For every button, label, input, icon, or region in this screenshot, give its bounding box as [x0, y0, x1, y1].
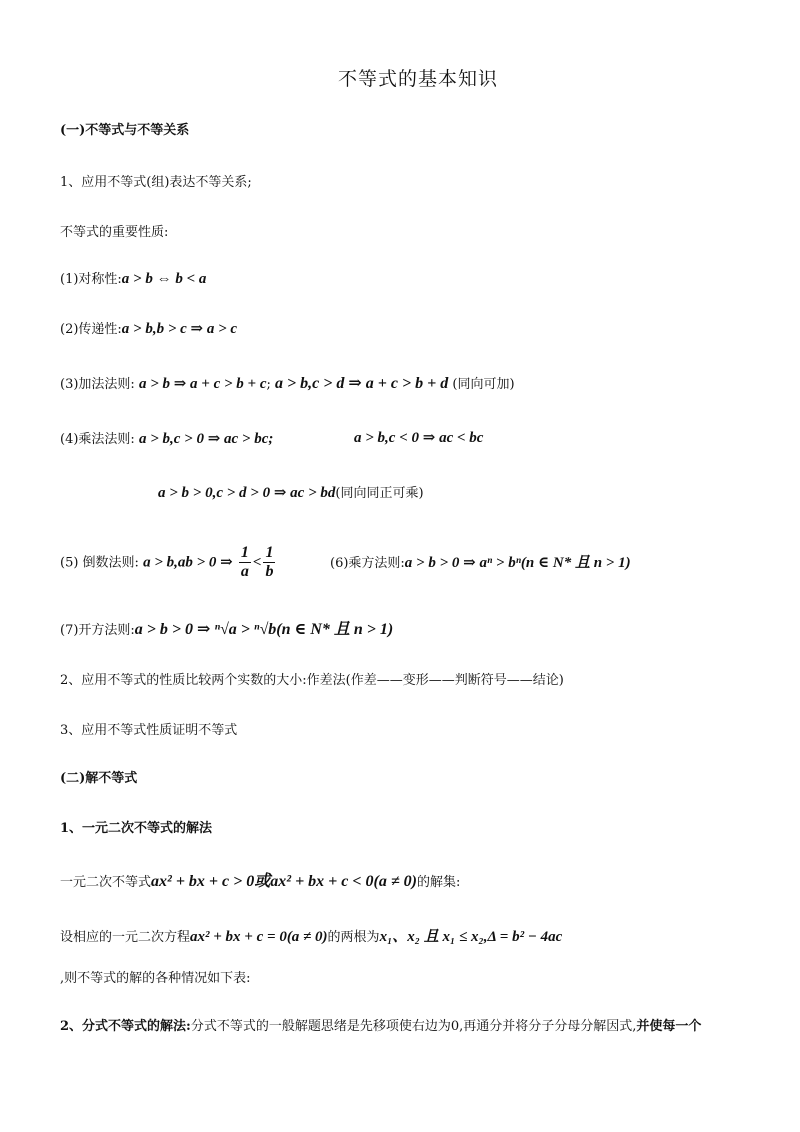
section-heading-1: (一)不等式与不等关系	[60, 123, 190, 138]
property-2-label: (2)传递性:	[60, 322, 122, 337]
fraction-1-over-a: $\frac{1}{a}$	[240, 544, 249, 581]
property-6	[330, 556, 631, 571]
property-3-formula-a: a > b ⇒ a + c > b + c	[138, 376, 267, 392]
property-3-label: (3)加法法则:	[60, 377, 135, 392]
subsection-heading-quadratic: 1、一元二次不等式的解法	[60, 821, 213, 836]
quadratic-formula: ax² + bx + c > 0或ax² + bx + c < 0(a ≠ 0)	[151, 873, 417, 890]
property-3-formula-b: a > b,c > d ⇒ a + c > b + d	[275, 375, 449, 392]
property-3-note: (同向可加)	[452, 377, 515, 392]
property-3	[60, 376, 515, 392]
property-1	[60, 272, 206, 287]
quadratic-inequality-line	[60, 874, 460, 890]
property-5-label: (5) 倒数法则:	[60, 555, 139, 571]
quadratic-tail: 的解集:	[416, 875, 461, 890]
page-title: 不等式的基本知识	[338, 68, 499, 90]
equation-roots-line	[60, 930, 562, 945]
property-4-formula-b: a > b,c < 0 ⇒ ac < bc	[354, 430, 484, 446]
less-than-sign: <	[252, 554, 262, 571]
property-4-formula-c: a > b > 0,c > d > 0 ⇒ ac > bd	[158, 485, 336, 501]
property-4	[60, 432, 273, 447]
property-4-note: (同向同正可乘)	[335, 486, 424, 501]
property-7	[60, 622, 393, 638]
property-1-label: (1)对称性:	[60, 272, 122, 287]
property-4-label: (4)乘法法则:	[60, 432, 135, 447]
fraction-1-over-b: $\frac{1}{b}$	[265, 544, 274, 581]
property-1-formula: a > b ⇔ b < a	[121, 271, 207, 287]
property-2-formula: a > b,b > c ⇒ a > c	[121, 321, 238, 337]
property-6-formula: a > b > 0 ⇒ aⁿ > bⁿ(n ∈ N* 且 n > 1)	[404, 555, 631, 571]
equation-roots-formula: x₁、x₂ 且 x₁ ≤ x₂,Δ = b² − 4ac	[379, 929, 563, 945]
property-5-formula: a > b,ab > 0 ⇒	[143, 554, 233, 571]
properties-intro: 不等式的重要性质:	[60, 225, 169, 240]
item-3: 3、应用不等式性质证明不等式	[60, 723, 238, 738]
equation-formula: ax² + bx + c = 0(a ≠ 0)	[190, 929, 328, 945]
property-5	[60, 544, 277, 582]
fraction-inequality-line	[60, 1020, 701, 1033]
item-2: 2、应用不等式的性质比较两个实数的大小:作差法(作差——变形——判断符号——结论)	[60, 673, 564, 688]
quadratic-intro: 一元二次不等式	[60, 875, 152, 890]
property-7-label: (7)开方法则:	[60, 623, 135, 638]
equation-intro: 设相应的一元二次方程	[60, 930, 191, 945]
equation-mid: 的两根为	[327, 930, 380, 945]
property-4-formula-a: a > b,c > 0 ⇒ ac > bc;	[138, 431, 274, 447]
property-7-formula: a > b > 0 ⇒ ⁿ√a > ⁿ√b(n ∈ N* 且 n > 1)	[134, 621, 394, 638]
section-heading-2: (二)解不等式	[60, 771, 138, 786]
item-1: 1、应用不等式(组)表达不等关系;	[60, 175, 252, 190]
subsection-heading-fraction: 2、分式不等式的解法:	[60, 1019, 191, 1034]
table-intro: ,则不等式的解的各种情况如下表:	[60, 971, 251, 986]
property-2	[60, 322, 237, 337]
property-3-separator: ;	[266, 377, 271, 392]
fraction-inequality-text: 分式不等式的一般解题思绪是先移项使右边为0,再通分并将分子分母分解因式,	[190, 1019, 637, 1034]
property-6-label: (6)乘方法则:	[330, 556, 405, 571]
property-4-line-2	[158, 486, 424, 501]
fraction-inequality-bold-tail: 并使每一个	[636, 1019, 702, 1034]
